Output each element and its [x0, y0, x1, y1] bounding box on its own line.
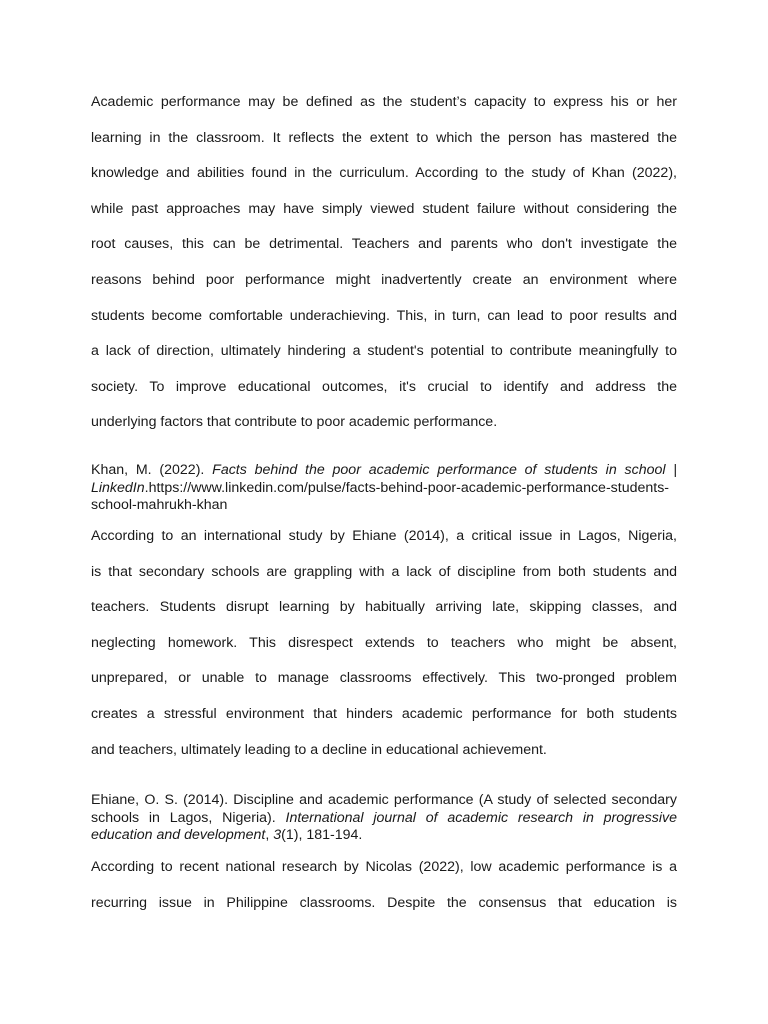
paragraph-line: According to an international study by Ehiane (2014), a critical issue in Lagos, Nigeria,	[91, 528, 677, 544]
paragraph-line: and teachers, ultimately leading to a decline in educational achievement.	[91, 741, 547, 758]
reference-journal: International journal of academic research in progressive education and development	[91, 809, 677, 843]
paragraph-line: society. To improve educational outcomes, it's crucial to identify and address the	[91, 378, 677, 395]
paragraph-line: recurring issue in Philippine classrooms. Despite the consensus that education is	[91, 894, 677, 911]
reference-volume: 3	[273, 827, 282, 843]
reference-title: Facts behind the poor academic performance of students in school | LinkedIn	[91, 462, 677, 496]
paragraph-line: is that secondary schools are grappling with a lack of discipline from both students and	[91, 563, 677, 580]
reference-url[interactable]: .https://www.linkedin.com/pulse/facts-behind-poor-academic-performance-students-school-mahrukh-khan	[91, 479, 670, 513]
paragraph-line: Academic performance may be defined as the student’s capacity to express his or her	[91, 94, 677, 110]
paragraph-line: learning in the classroom. It reflects the extent to which the person has mastered the	[91, 129, 677, 146]
paragraph-line: reasons behind poor performance might inadvertently create an environment where	[91, 271, 677, 288]
reference-text	[91, 792, 677, 845]
reference-ehiane	[91, 792, 677, 845]
paragraph-nicolas-study	[91, 850, 677, 921]
paragraph-academic-performance	[91, 85, 677, 441]
paragraph-line: creates a stressful environment that hinders academic performance for both students	[91, 705, 677, 722]
reference-text	[91, 462, 677, 515]
reference-issue-pages: (1), 181-194.	[281, 827, 363, 843]
reference-khan	[91, 462, 677, 515]
reference-author-title: Ehiane, O. S. (2014). Discipline and academic performance (A study of selected secondary schools in Lagos, Nigeria).	[91, 792, 677, 826]
paragraph-line: underlying factors that contribute to poor academic performance.	[91, 414, 498, 431]
paragraph-line: neglecting homework. This disrespect extends to teachers who might be absent,	[91, 634, 677, 651]
paragraph-line: students become comfortable underachieving. This, in turn, can lead to poor results and	[91, 307, 677, 324]
reference-separator: ,	[265, 827, 274, 843]
paragraph-line: a lack of direction, ultimately hindering a student's potential to contribute meaningfully to	[91, 343, 677, 360]
paragraph-line: unprepared, or unable to manage classrooms effectively. This two-pronged problem	[91, 670, 677, 687]
paragraph-line: root causes, this can be detrimental. Teachers and parents who don't investigate the	[91, 236, 677, 253]
paragraph-line: while past approaches may have simply viewed student failure without considering the	[91, 200, 677, 217]
paragraph-ehiane-study	[91, 519, 677, 768]
paragraph-line: knowledge and abilities found in the curriculum. According to the study of Khan (2022),	[91, 165, 677, 182]
reference-author-year: Khan, M. (2022).	[91, 462, 213, 478]
paragraph-line: According to recent national research by Nicolas (2022), low academic performance is a	[91, 859, 677, 875]
paragraph-line: teachers. Students disrupt learning by habitually arriving late, skipping classes, and	[91, 599, 677, 616]
